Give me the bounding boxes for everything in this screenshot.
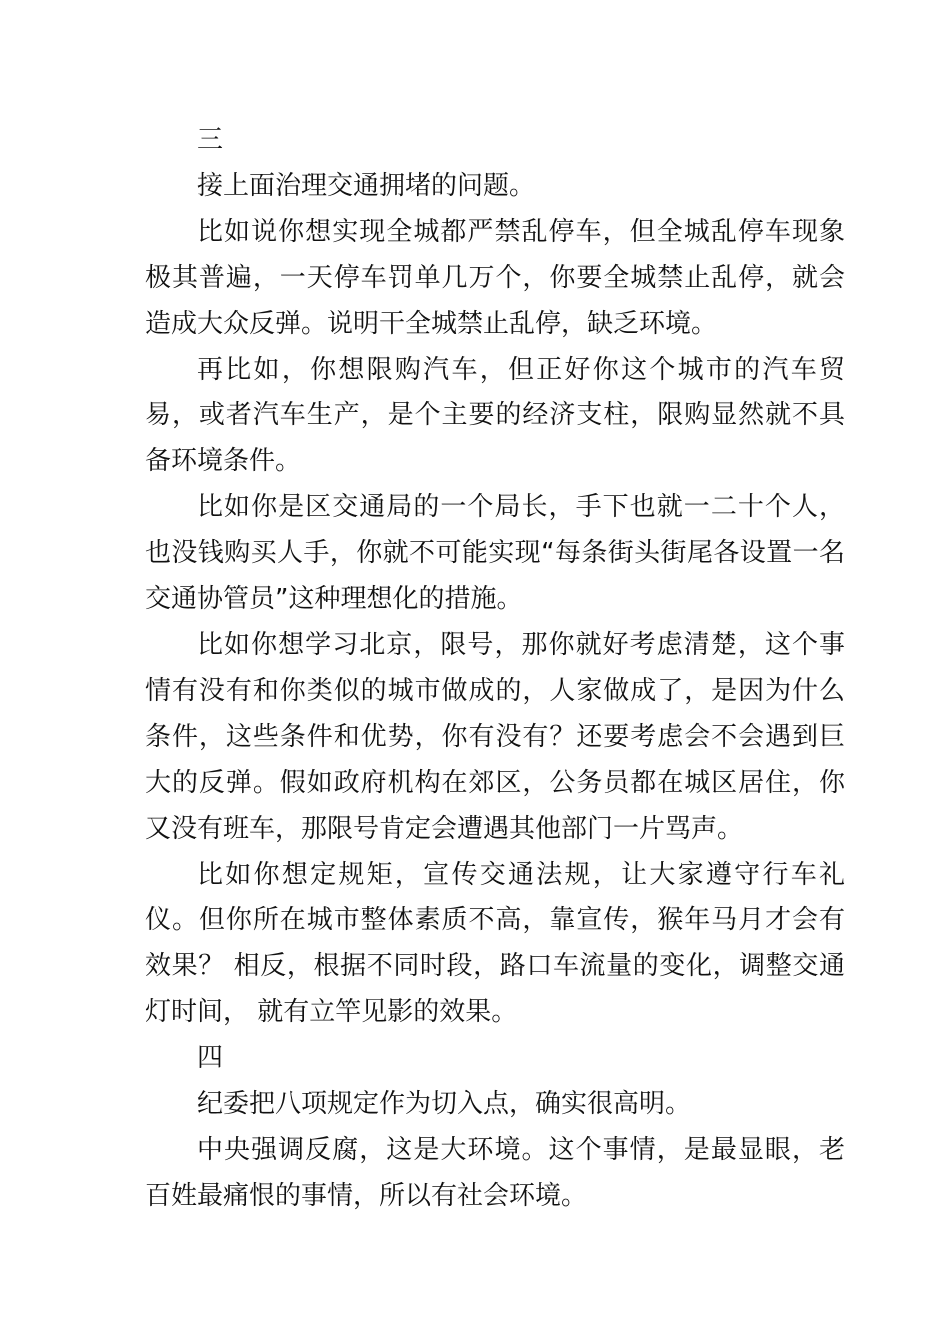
section-heading-3: 三 [197, 125, 224, 155]
paragraph: 接上面治理交通拥堵的问题。 [197, 170, 536, 201]
paragraph: 比如你想学习北京，限号，那你就好考虑清楚，这个事情有没有和你类似的城市做成的，人家做成了，是因为什么条件，这些条件和优势，你有没有？还要考虑会不会遇到巨大的反弹。假如政府机构在郊区，公务员都在城区居住，你又没有班车，那限号肯定会遭遇其他部门一片骂声。 [145, 629, 845, 844]
paragraph: 再比如，你想限购汽车，但正好你这个城市的汽车贸易，或者汽车生产，是个主要的经济支柱，限购显然就不具备环境条件。 [145, 354, 845, 477]
paragraph: 比如说你想实现全城都严禁乱停车，但全城乱停车现象极其普遍，一天停车罚单几万个，你要全城禁止乱停，就会造成大众反弹。说明干全城禁止乱停，缺乏环境。 [145, 216, 845, 339]
section-heading-4: 四 [197, 1043, 224, 1074]
paragraph: 比如你想定规矩，宣传交通法规，让大家遵守行车礼仪。但你所在城市整体素质不高，靠宣传，猴年马月才会有效果？ 相反，根据不同时段，路口车流量的变化，调整交通灯时间， 就有立竿见影的效果。 [145, 859, 845, 1028]
paragraph: 比如你是区交通局的一个局长，手下也就一二十个人，也没钱购买人手，你就不可能实现“每条街头街尾各设置一名交通协管员”这种理想化的措施。 [145, 492, 845, 615]
paragraph: 中央强调反腐，这是大环境。这个事情，是最显眼，老百姓最痛恨的事情，所以有社会环境。 [145, 1134, 845, 1211]
document-body [145, 118, 845, 1220]
paragraph: 纪委把八项规定作为切入点，确实很高明。 [197, 1089, 692, 1120]
